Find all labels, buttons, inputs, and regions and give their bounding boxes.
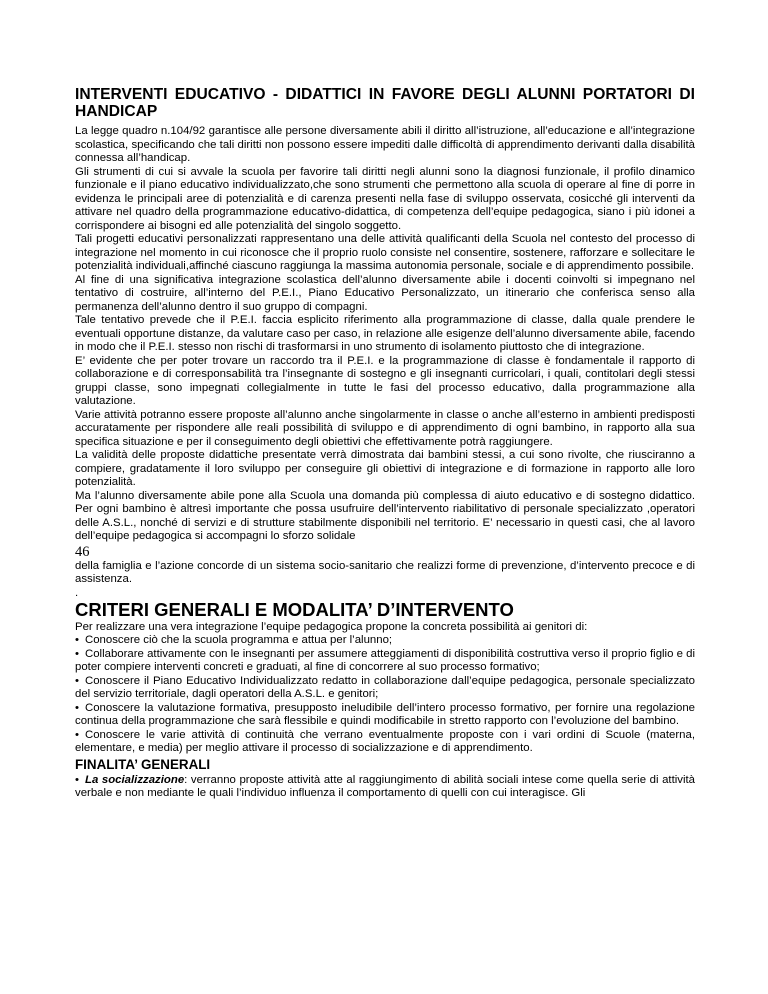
paragraph: Tale tentativo prevede che il P.E.I. faccia esplicito riferimento alla programmazione di classe, dalla quale prendere le eventuali opportune distanze, da valutare caso per caso, in relazione alle esigenze dell’alunno diversamente abile, facendo in modo che il P.E.I. stesso non rischi di trasformarsi in uno strumento di isolamento piuttosto che di integrazione. — [75, 314, 695, 353]
paragraph: Tali progetti educativi personalizzati rappresentano una delle attività qualificanti della Scuola nel contesto del processo di integrazione nel momento in cui riconosce che il proprio ruolo consiste nel consentire, sostenere, rafforzare e sollecitare le potenzialità individuali,affinché ciascuno raggiunga la massima autonomia personale, sociale e di apprendimento possibile. — [75, 233, 695, 272]
list-item-text: : verranno proposte attività atte al raggiungimento di abilità sociali intese come quella serie di attività verbale e non mediante le quali l’individuo influenza il comportamento di quelli con cui interagisce. Gli — [75, 773, 695, 799]
list-item-text: Conoscere la valutazione formativa, presupposto ineludibile dell’intero processo formativo, per fornire una regolazione continua della programmazione che sarà flessibile e quindi modificabile in stretto rapporto con l’evoluzione del bambino. — [75, 701, 695, 727]
document-page — [75, 86, 695, 801]
list-item-term: La socializzazione — [85, 773, 185, 786]
list-item — [75, 729, 695, 756]
paragraph: Al fine di una significativa integrazione scolastica dell’alunno diversamente abile i docenti coinvolti si impegnano nel tentativo di costruire, all’interno del P.E.I., Piano Educativo Personalizzato, un itinerario che conferisca senso alla permanenza dell’alunno dentro il suo gruppo di compagni. — [75, 273, 695, 313]
section-title-interventi: INTERVENTI EDUCATIVO - DIDATTICI IN FAVORE DEGLI ALUNNI PORTATORI DI HANDICAP — [75, 86, 695, 120]
page-number: 46 — [75, 543, 90, 560]
paragraph: La legge quadro n.104/92 garantisce alle persone diversamente abili il diritto all’istruzione, all’educazione e all’integrazione scolastica, specificando che tali diritti non possono essere impediti dalle difficoltà di apprendimento derivanti dalla disabilità connessa all’handicap. — [75, 125, 695, 164]
paragraph: E’ evidente che per poter trovare un raccordo tra il P.E.I. e la programmazione di classe è fondamentale il rapporto di collaborazione e di corresponsabilità tra l’insegnante di sostegno e gli insegnanti curricolari, i quali, contitolari degli stessi gruppi classe, sono impegnati collegialmente in tutte le fasi del processo educativo, dalla programmazione alla valutazione. — [75, 354, 695, 407]
paragraph: Varie attività potranno essere proposte all’alunno anche singolarmente in classe o anche all’esterno in ambienti predisposti accuratamente per rispondere alle reali possibilità di sviluppo e di apprendimento di ogni bambino, in rapporto alla sua specifica situazione e per il conseguimento degli obiettivi che effettivamente potrà raggiungere. — [75, 408, 695, 448]
bullet-icon: • — [75, 773, 79, 786]
list-item-text: Conoscere ciò che la scuola programma e attua per l’alunno; — [85, 634, 393, 646]
list-item-text: Collaborare attivamente con le insegnanti per assumere atteggiamenti di disponibilità costruttiva verso il proprio figlio e di poter compiere interventi concreti e graduati, al fine di concorrere al suo processo formativo; — [75, 647, 695, 673]
section-title-criteri: CRITERI GENERALI E MODALITA’ D’INTERVENTO — [75, 598, 514, 620]
list-item-text: Conoscere il Piano Educativo Individualizzato redatto in collaborazione dall’equipe pedagogica, personale specializzato del servizio territoriale, dagli operatori della A.S.L. e genitori; — [75, 674, 695, 700]
list-item — [75, 675, 695, 702]
paragraph: Gli strumenti di cui si avvale la scuola per favorire tali diritti negli alunni sono la diagnosi funzionale, il profilo dinamico funzionale e il piano educativo individualizzato,che sono strumenti che permettono alla scuola di operare al fine di porre in evidenza le principali aree di potenzialità e di carenza presenti nella fase di sviluppo osservata, cosicché gli interventi da attivare nel quadro della programmazione educativo-didattica, di competenza dell’equipe pedagogica, siano i più idonei a corrispondere ai bisogni ed alle potenzialità del singolo soggetto. — [75, 165, 695, 232]
bullet-icon: • — [75, 701, 79, 714]
paragraph-continuation: della famiglia e l’azione concorde di un sistema socio-sanitario che realizzi forme di prevenzione, d’intervento precoce e di assistenza. — [75, 559, 695, 585]
bullet-icon: • — [75, 634, 79, 646]
list-item — [75, 634, 695, 648]
bullet-icon: • — [75, 647, 79, 660]
paragraph: Ma l’alunno diversamente abile pone alla Scuola una domanda più complessa di aiuto educativo e di sostegno didattico. Per ogni bambino è altresì importante che possa usufruire dell’intervento riabilitativo di personale specializzato ,operatori delle A.S.L., nonché di servizi e di strutture stabilmente disponibili nel territorio. E’ necessario in questi casi, che al lavoro dell’equipe pedagogica si accompagni lo sforzo solidale — [75, 489, 695, 542]
list-item — [75, 702, 695, 729]
bullet-icon: • — [75, 674, 79, 687]
list-item — [75, 648, 695, 675]
section-title-finalita: FINALITA’ GENERALI — [75, 756, 211, 772]
list-item — [75, 774, 695, 801]
list-item-text: Conoscere le varie attività di continuità che verrano eventualmente proposte con i vari ordini di Scuole (materna, elementare, e media) per meglio attivare il processo di socializzazione e di apprendimento. — [75, 728, 695, 754]
stray-dot: . — [75, 586, 79, 599]
paragraph: La validità delle proposte didattiche presentate verrà dimostrata dai bambini stessi, a cui sono rivolte, che riusciranno a compiere, gradatamente il loro sviluppo per conseguire gli obiettivi di integrazione e di formazione in rapporto alle loro potenzialità. — [75, 449, 695, 488]
criteri-intro: Per realizzare una vera integrazione l’equipe pedagogica propone la concreta possibilità ai genitori di: — [75, 620, 588, 633]
bullet-icon: • — [75, 728, 79, 741]
